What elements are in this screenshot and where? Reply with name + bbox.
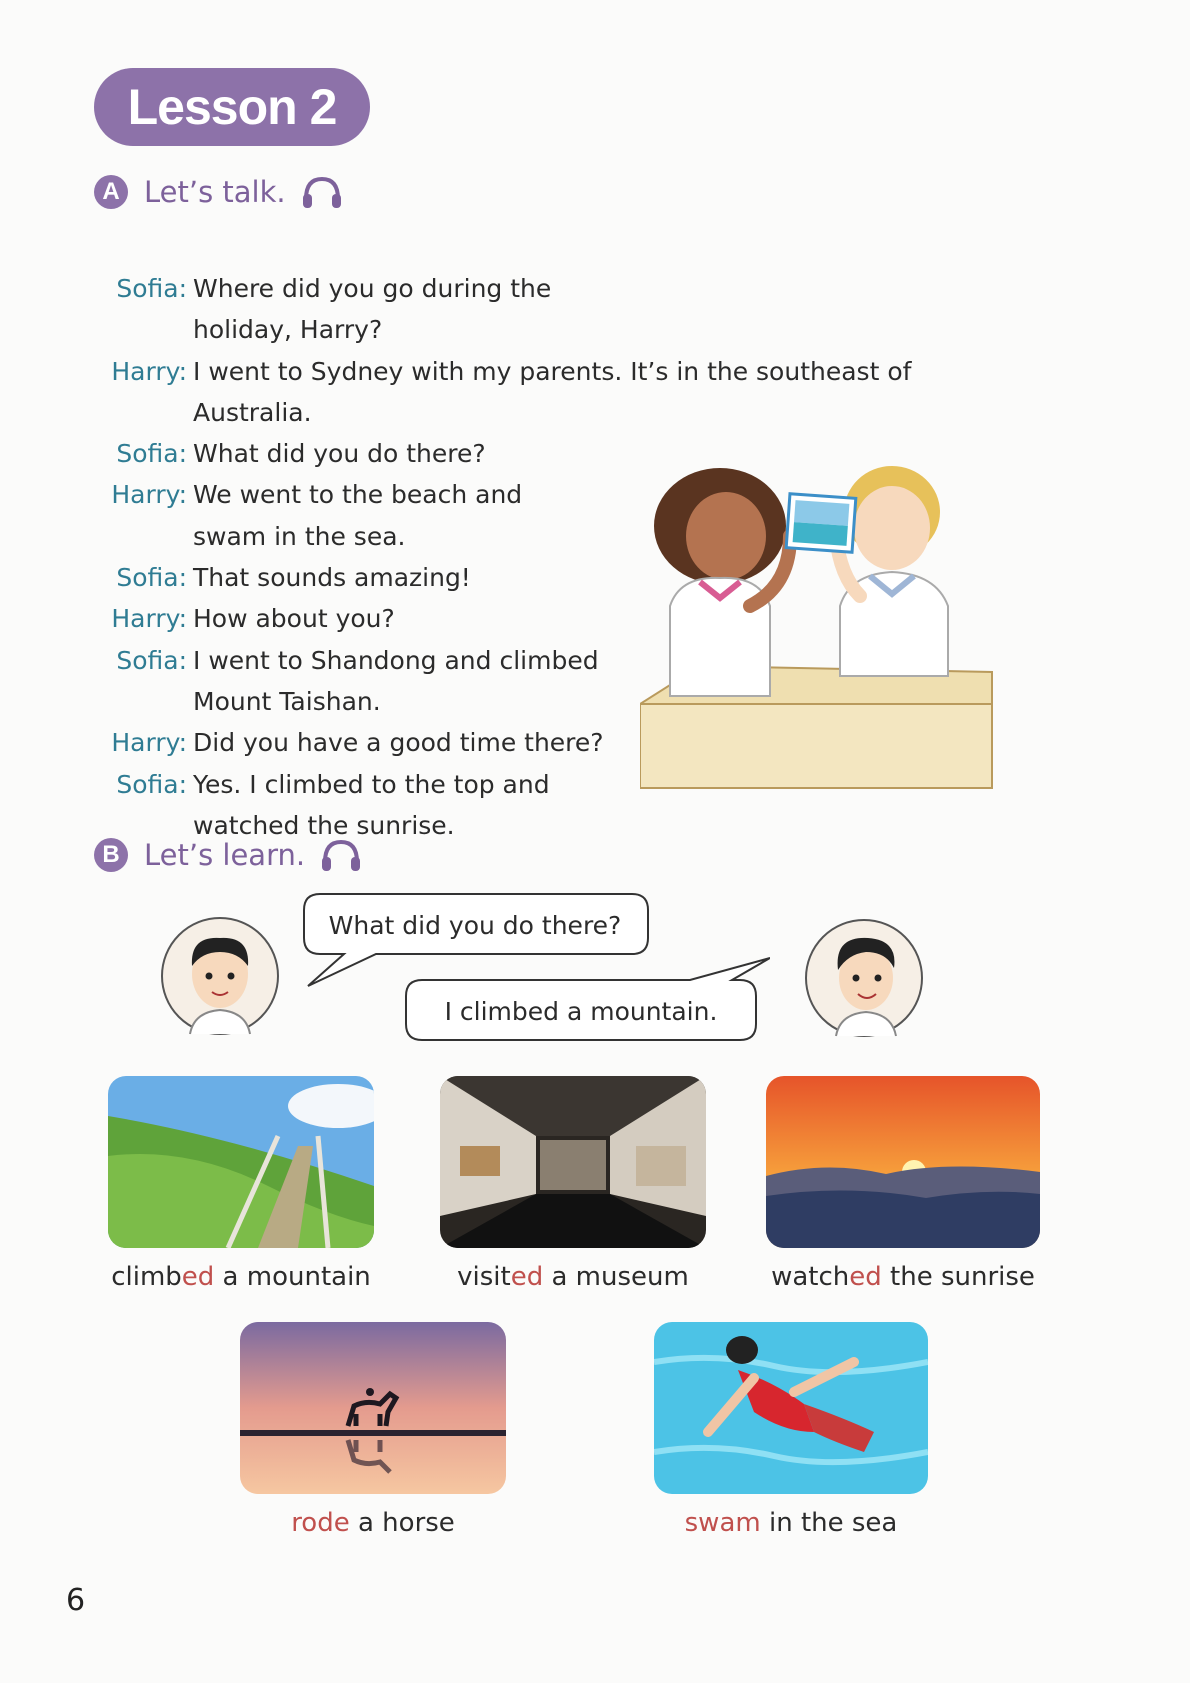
caption-climbed <box>108 1262 374 1292</box>
headphones-icon[interactable] <box>300 175 344 209</box>
line-text: That sounds amazing! <box>193 563 471 593</box>
caption-highlight: swam <box>684 1508 761 1538</box>
caption-watched <box>766 1262 1040 1292</box>
speaker: Harry: <box>111 480 187 510</box>
section-b-header <box>94 835 363 875</box>
line-continuation: Australia. <box>193 397 312 427</box>
speaker: Sofia: <box>116 769 187 799</box>
caption-highlight: ed <box>510 1262 544 1292</box>
dialog-line <box>96 598 656 639</box>
section-b-badge: B <box>94 838 128 872</box>
dialog-line <box>96 722 656 763</box>
boy-avatar-left <box>160 916 280 1036</box>
dialog-line <box>96 474 656 515</box>
dialog <box>96 268 912 846</box>
line-text: How about you? <box>193 604 395 634</box>
line-text: What did you do there? <box>193 439 486 469</box>
caption-rest: in the sea <box>760 1508 898 1538</box>
speaker: Harry: <box>111 728 187 758</box>
museum-image <box>440 1076 706 1248</box>
line-continuation: Mount Taishan. <box>193 686 381 716</box>
speaker: Sofia: <box>116 563 187 593</box>
caption-visited <box>440 1262 706 1292</box>
line-text: I went to Sydney with my parents. It’s in the southeast of <box>193 356 912 386</box>
line-text: Did you have a good time there? <box>193 728 604 758</box>
line-text: I went to Shandong and climbed <box>193 645 599 675</box>
caption-base: climb <box>111 1262 182 1292</box>
line-text: Where did you go during the holiday, Harry? <box>193 274 552 345</box>
answer-bubble-text: I climbed a mountain. <box>444 996 718 1026</box>
line-continuation: swam in the sea. <box>193 521 406 551</box>
section-a-title: Let’s talk. <box>144 175 286 209</box>
dialog-line <box>96 640 656 681</box>
caption-rest: a museum <box>543 1262 689 1292</box>
swim-image <box>654 1322 928 1494</box>
caption-highlight: rode <box>291 1508 350 1538</box>
speaker: Sofia: <box>116 645 187 675</box>
headphones-icon[interactable] <box>319 838 363 872</box>
caption-highlight: ed <box>181 1262 215 1292</box>
lesson-title: Lesson 2 <box>94 68 370 146</box>
section-b-title: Let’s learn. <box>144 838 306 872</box>
speaker: Harry: <box>111 356 187 386</box>
sunrise-image <box>766 1076 1040 1248</box>
caption-highlight: ed <box>849 1262 882 1292</box>
section-a-header <box>94 172 344 212</box>
dialog-line <box>96 764 656 805</box>
mountain-image <box>108 1076 374 1248</box>
boy-avatar-right <box>804 918 924 1038</box>
speaker: Sofia: <box>116 439 187 469</box>
caption-swam <box>654 1508 928 1538</box>
kids-illustration <box>640 466 1022 790</box>
caption-base: watch <box>771 1262 850 1292</box>
dialog-line <box>96 351 912 392</box>
line-continuation: watched the sunrise. <box>193 810 455 840</box>
speaker: Sofia: <box>116 274 187 303</box>
page-number: 6 <box>66 1583 86 1618</box>
caption-rode <box>240 1508 506 1538</box>
speaker: Harry: <box>111 604 187 634</box>
line-text: Yes. I climbed to the top and <box>193 769 550 799</box>
caption-base: visit <box>457 1262 511 1292</box>
dialog-line <box>96 268 656 351</box>
horse-image <box>240 1322 506 1494</box>
caption-rest: the sunrise <box>881 1262 1035 1292</box>
caption-rest: a horse <box>349 1508 455 1538</box>
dialog-line <box>96 557 656 598</box>
dialog-line <box>96 433 656 474</box>
caption-rest: a mountain <box>214 1262 371 1292</box>
question-bubble-text: What did you do there? <box>328 910 622 940</box>
section-a-badge: A <box>94 175 128 209</box>
line-text: We went to the beach and <box>193 480 523 510</box>
